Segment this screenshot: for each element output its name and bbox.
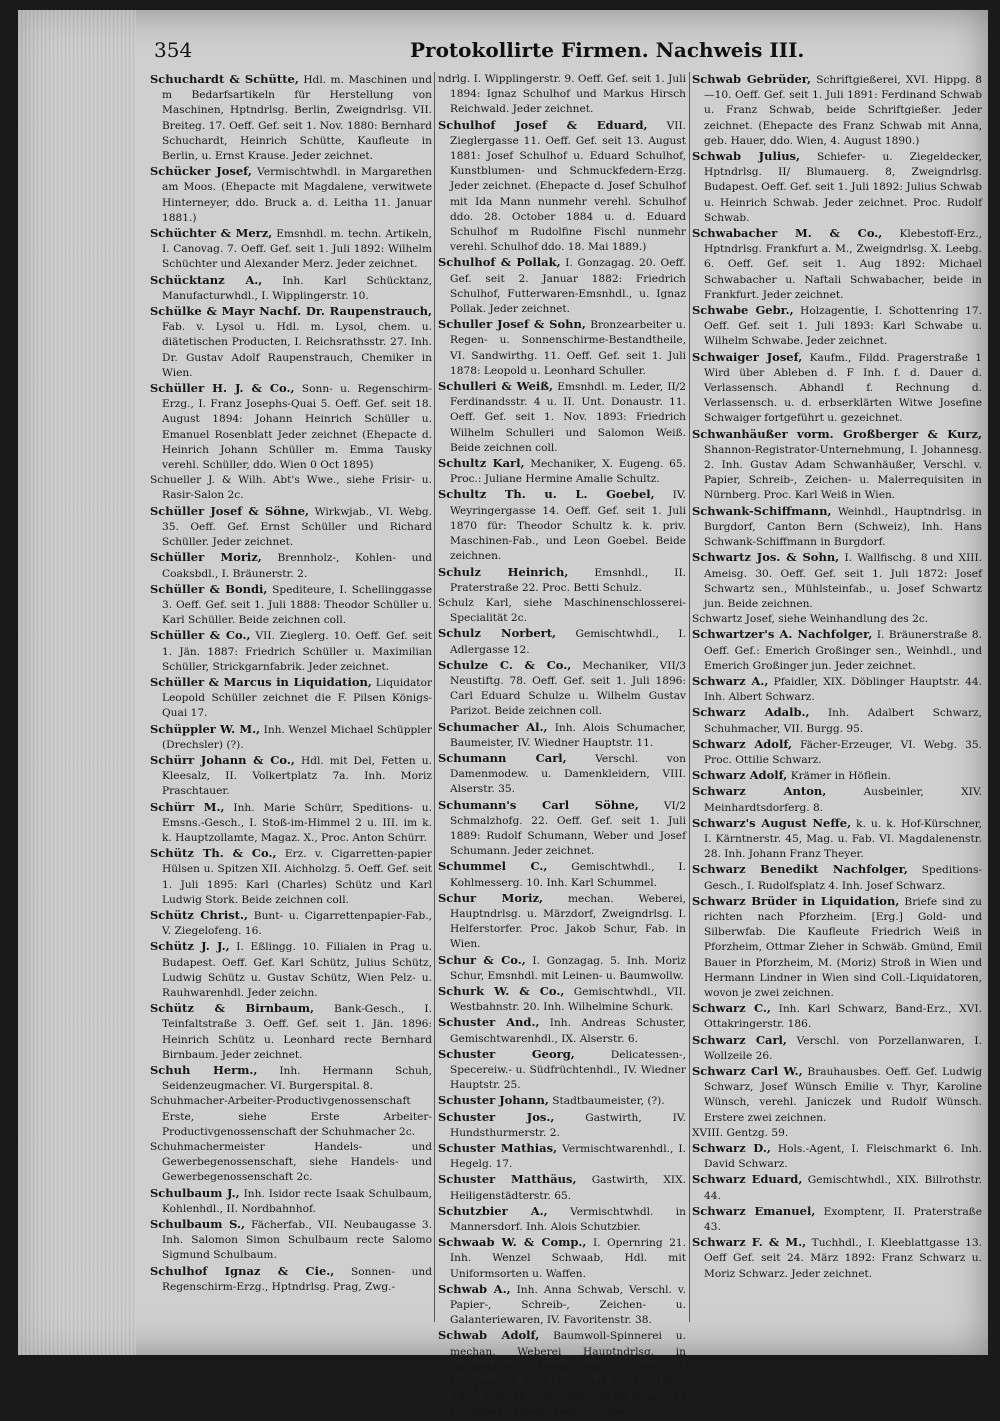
firm-details: Gemischtwhdl., I. Kohlmesserg. 10. Inh. Karl Schummel. <box>450 861 686 889</box>
firm-details: I. Opernring 21. Inh. Wenzel Schwaab, Hdl. mit Uniformsorten u. Waffen. <box>450 1237 686 1280</box>
firm-name: Schwab A., <box>438 1281 511 1296</box>
directory-entry <box>150 273 432 304</box>
firm-details: VI/2 Schmalzhofg. 22. Oeff. Gef. seit 1. Juli 1889: Rudolf Schumann, Weber und Josef Schumann. Jeder zeichnet. <box>450 799 686 858</box>
column-divider <box>434 72 435 1322</box>
directory-entry <box>692 1172 982 1203</box>
firm-details: Inh. Karl Schwarz, Band-Erz., XVI. Ottakringerstr. 186. <box>704 1003 983 1031</box>
directory-entry <box>438 658 686 720</box>
directory-entry <box>150 1186 432 1217</box>
firm-details: Brauhausbes. Oeff. Gef. Ludwig Schwarz, Josef Wünsch Emilie v. Thyr, Karoline Wünsch, verehl. Janiczek und Rudolf Wünsch. Erstere zwei zeichnen. <box>704 1066 983 1124</box>
firm-details: Schwartz Josef, siehe Weinhandlung des 2c. <box>692 613 929 626</box>
firm-name: Schulhof Ignaz & Cie., <box>150 1263 335 1278</box>
firm-name: Schwab Adolf, <box>438 1328 540 1343</box>
firm-name: Schulz Norbert, <box>438 626 557 641</box>
firm-name: Schuh Herm., <box>150 1063 258 1077</box>
firm-name: Schütz & Birnbaum, <box>150 1001 315 1016</box>
firm-details: Vermischtwhdl. in Mannersdorf. Inh. Alois Schutzbier. <box>450 1205 687 1234</box>
firm-name: Schultz Th. u. L. Goebel, <box>438 487 655 502</box>
firm-details: Inh. Adalbert Schwarz, Schuhmacher, VII. Burgg. 95. <box>704 707 982 735</box>
firm-details: Vermischtwhdl. in Margarethen am Moos. (Ehepacte mit Magdalene, verwitwete Hinterneyer, ddo. Bruck a. d. Leitha 11. Januar 1881.) <box>162 166 433 224</box>
firm-name: Schwarz Brüder in Liquidation, <box>692 893 900 908</box>
directory-entry <box>150 939 432 1001</box>
firm-details: Emsnhdl. m. Leder, II/2 Ferdinandsstr. 4 u. II. Unt. Donaustr. 11. Oeff. Gef. seit 1. Nov. 1893: Friedrich Wilhelm Schulleri und Salomon Weiß. Beide zeichnen coll. <box>450 381 686 454</box>
firm-name: Schülke & Mayr Nachf. Dr. Raupenstrauch, <box>150 304 432 319</box>
firm-name: Schwab Gebrüder, <box>692 72 812 86</box>
directory-entry <box>150 722 432 753</box>
directory-entry <box>438 953 686 984</box>
directory-entry <box>692 1001 982 1032</box>
column-3 <box>692 72 982 1322</box>
firm-details: Inh. Hermann Schuh, Seidenzeugmacher. VI. Burgerspital. 8. <box>162 1065 432 1093</box>
firm-details: Briefe sind zu richten nach Pforzheim. [Erg.] Gold- und Silberwfab. Die Kaufleute Friedrich Weiß in Pforzheim, Ottmar Zieher in Schwäb. Gmünd, Emil Bauer in Pforzheim, M. (Moriz) Stroß in Wien und Hermann Lindner in Wien sind Coll.-Liquidatoren, wovon je zwei zeichnen. <box>704 895 983 999</box>
firm-details: Ausbeinler, XIV. Meinhardtsdorferg. 8. <box>704 786 982 814</box>
directory-entry <box>692 303 982 350</box>
firm-name: Schuster Georg, <box>438 1046 575 1061</box>
firm-details: XVIII. Gentzg. 59. <box>692 1126 789 1139</box>
directory-entry <box>692 226 982 303</box>
directory-entry <box>692 862 982 893</box>
firm-name: Schulhof & Pollak, <box>438 255 561 270</box>
directory-entry <box>438 118 686 256</box>
page-number: 354 <box>154 38 193 62</box>
directory-entry <box>438 456 686 487</box>
firm-name: Schüchter & Merz, <box>150 226 273 241</box>
directory-entry <box>150 1264 432 1295</box>
directory-entry <box>150 908 432 939</box>
firm-name: Schwanhäußer vorm. Großberger & Kurz, <box>692 426 982 441</box>
directory-entry <box>438 1282 686 1329</box>
firm-details: Schriftgießerei, XVI. Hippg. 8—10. Oeff. Gef. seit 1. Juli 1891: Ferdinand Schwab u. Franz Schwab, beide Schriftgießer. Jeder zeichnet. (Ehepacte des Franz Schwab mit Anna, geb. Hauer, ddo. Wien, 4. August 1890.) <box>704 74 982 147</box>
firm-details: VII. Zieglergasse 11. Oeff. Gef. seit 13. August 1881: Josef Schulhof u. Eduard Schulhof, Kunstblumen- und Schmuckfedern-Erzg. Jeder zeichnet. (Ehepacte d. Josef Schulhof mit Ida Mann nunmehr verehl. Schulhof ddo. 28. October 1884 u. d. Eduard Schulhof m Rudolfine Fischl nunmehr verehl. Schulhof ddo. 18. Mai 1889.) <box>450 119 686 254</box>
firm-details: Bunt- u. Cigarrettenpapier-Fab., V. Ziegelofeng. 16. <box>162 909 432 938</box>
directory-entry <box>150 582 432 629</box>
firm-name: Schuster Mathias, <box>438 1141 558 1156</box>
directory-entry <box>150 164 432 226</box>
directory-entry <box>692 427 982 504</box>
directory-entry <box>692 1141 982 1172</box>
firm-name: Schuller Josef & Sohn, <box>438 317 586 332</box>
book-spine-edge <box>18 10 136 1355</box>
firm-name: Schüller Josef & Söhne, <box>150 503 310 518</box>
directory-entry <box>692 149 982 226</box>
firm-name: Schutzbier A., <box>438 1203 548 1218</box>
directory-entry <box>692 550 982 612</box>
firm-name: Schüller H. J. & Co., <box>150 381 295 396</box>
directory-entry <box>438 565 686 596</box>
directory-entry <box>438 626 686 657</box>
directory-entry <box>150 675 432 722</box>
firm-name: Schwarz Anton, <box>692 784 827 799</box>
firm-details: Bank-Gesch., I. Teinfaltstraße 3. Oeff. Gef. seit 1. Jän. 1896: Heinrich Schütz u. Leonhard recte Bernhard Birnbaum. Jeder zeichnet. <box>162 1003 432 1061</box>
firm-details: Wirkwjab., VI. Webg. 35. Oeff. Gef. Ernst Schüller und Richard Schüller. Jeder zeichnet. <box>162 505 433 549</box>
firm-name: Schütz Th. & Co., <box>150 846 277 861</box>
directory-entry <box>150 1140 432 1186</box>
page-title: Protokollirte Firmen. Nachweis III. <box>410 38 805 62</box>
directory-entry <box>150 1094 432 1140</box>
directory-entry <box>150 381 432 473</box>
firm-details: Holzagentie, I. Schottenring 17. Oeff. Gef. seit 1. Juli 1893: Karl Schwabe u. Wilhelm Schwabe. Jeder zeichnet. <box>704 305 982 348</box>
firm-name: Schulze C. & Co., <box>438 657 572 672</box>
firm-details: Klebestoff-Erz., Hptndrlsg. Frankfurt a. M., Zweigndrlsg. X. Leebg. 6. Oeff. Gef. seit 1. Aug 1892: Michael Schwabacher u. Naftali Schwabacher, beide in Frankfurt. Jeder zeichnet. <box>704 228 982 301</box>
directory-entry <box>692 1204 982 1235</box>
directory-entry <box>438 255 686 317</box>
firm-details: Bronzearbeiter u. Regen- u. Sonnenschirme-Bestandtheile, VI. Sandwirthg. 11. Oeff. Gef. seit 1. Juli 1878: Leopold u. Leonhard Schuller. <box>450 319 687 377</box>
directory-entry <box>438 1141 686 1172</box>
directory-entry <box>150 304 432 381</box>
firm-name: Schwarz F. & M., <box>692 1235 807 1250</box>
firm-details: Gastwirth, IV. Hundsthurmerstr. 2. <box>450 1111 686 1139</box>
firm-name: Schwarz Eduard, <box>692 1172 803 1187</box>
directory-entry <box>692 768 982 784</box>
firm-details: Erz. v. Cigarretten-papier Hülsen u. Spitzen XII. Aichholzg. 5. Oeff. Gef. seit 1. Juli 1895: Karl (Charles) Schütz und Karl Ludwig Stork. Beide zeichnen coll. <box>162 848 432 906</box>
firm-details: Gemischtwhdl., VII. Westbahnstr. 20. Inh. Wilhelmine Schurk. <box>450 985 686 1014</box>
firm-name: Schwarz C., <box>692 1001 771 1016</box>
directory-entry <box>438 1328 686 1420</box>
directory-entry <box>692 784 982 815</box>
firm-name: Schwabe Gebr., <box>692 303 794 318</box>
firm-name: Schummel C., <box>438 859 548 874</box>
directory-entry <box>692 1064 982 1126</box>
firm-name: Schwartz Jos. & Sohn, <box>692 550 840 565</box>
firm-details: Delicatessen-, Specereiw.- u. Südfrüchtenhdl., IV. Wiedner Hauptstr. 25. <box>450 1048 686 1092</box>
firm-name: Schuchardt & Schütte, <box>150 72 299 86</box>
firm-name: Schüller & Co., <box>150 628 251 643</box>
directory-entry <box>150 846 432 908</box>
firm-name: Schütz J. J., <box>150 939 230 954</box>
firm-name: Schulhof Josef & Eduard, <box>438 117 648 132</box>
firm-details: Spediteure, I. Schellinggasse 3. Oeff. Gef. seit 1. Juli 1888: Theodor Schüller u. Karl Schüller. Beide zeichnen coll. <box>162 583 432 627</box>
firm-name: Schwarz Adolf, <box>692 736 793 751</box>
directory-entry <box>150 1217 432 1264</box>
directory-entry <box>438 487 686 564</box>
firm-details: Tuchhdl., I. Kleeblattgasse 13. Oeff Gef. seit 24. März 1892: Franz Schwarz u. Moriz Schwarz. Jeder zeichnet. <box>704 1237 982 1280</box>
firm-name: Schücker Josef, <box>150 164 252 179</box>
directory-entry <box>438 317 686 379</box>
directory-entry <box>438 1172 686 1203</box>
firm-name: Schwarz Adalb., <box>692 705 810 720</box>
firm-details: I. Eßlingg. 10. Filialen in Prag u. Budapest. Oeff. Gef. Karl Schütz, Julius Schütz, Ludwig Schütz u. Gustav Schütz, Wien Pelz- u. Rauhwarenhdl. Jeder zeichn. <box>162 941 432 999</box>
firm-details: Speditions-Gesch., I. Rudolfsplatz 4. Inh. Josef Schwarz. <box>704 864 982 892</box>
directory-entry <box>150 1063 432 1094</box>
firm-name: Schüller & Bondi, <box>150 581 268 596</box>
column-1 <box>150 72 432 1322</box>
directory-entry <box>150 504 432 551</box>
directory-entry <box>438 751 686 798</box>
directory-entry <box>692 350 982 427</box>
directory-entry <box>438 72 686 118</box>
firm-details: I. Gonzagag. 5. Inh. Moriz Schur, Emsnhdl. mit Leinen- u. Baumwollw. <box>450 954 686 982</box>
firm-details: Verschl. von Damenmodew. u. Damenkleidern, VIII. Alserstr. 35. <box>450 752 686 796</box>
firm-details: Sonnen- und Regenschirm-Erzg., Hptndrlsg. Prag, Zwg.- <box>162 1265 432 1293</box>
directory-entry <box>692 612 982 627</box>
firm-details: IV. Weyringergasse 14. Oeff. Gef. seit 1. Juli 1870 für: Theodor Schultz k. k. priv. Maschinen-Fab., und Leon Goebel. Beide zeichnen. <box>450 489 687 563</box>
firm-details: Hdl. m. Maschinen und m Bedarfsartikeln für Herstellung von Maschinen, Hptndrlsg. Berlin, Zweigndrlsg. VII. Breiteg. 17. Oeff. Gef. seit 1. Nov. 1880: Bernhard Schuchardt, Heinrich Schütte, Kaufleute in Berlin, u. Ernst Krause. Jeder zeichnet. <box>162 74 432 163</box>
firm-name: Schürr M., <box>150 799 225 814</box>
directory-entry <box>692 72 982 149</box>
firm-name: Schwaiger Josef, <box>692 349 803 364</box>
firm-name: Schücktanz A., <box>150 272 263 287</box>
directory-entry <box>692 705 982 736</box>
firm-name: Schumann Carl, <box>438 750 567 765</box>
firm-details: I. Wallfischg. 8 und XIII. Ameisg. 30. Oeff. Gef. seit 1. Juli 1872: Josef Schwartz sen., Mühlsteinfab., u. Josef Schwartz jun. Beide zeichnen. <box>704 552 983 610</box>
directory-entry <box>150 72 432 164</box>
firm-details: Verschl. von Porzellanwaren, I. Wollzeile 26. <box>704 1034 982 1062</box>
firm-details: Schuhmacher-Arbeiter-Productivgenossenschaft Erste, siehe Erste Arbeiter-Productivgenossenschaft der Schuhmacher 2c. <box>150 1095 432 1138</box>
firm-details: Fächerfab., VII. Neubaugasse 3. Inh. Salomon Simon Schulbaum recte Salomo Sigmund Schulbaum. <box>162 1219 432 1262</box>
firm-name: Schur Moriz, <box>438 890 544 905</box>
directory-entry <box>438 1110 686 1141</box>
firm-details: Schueller J. & Wilh. Abt's Wwe., siehe Frisir- u. Rasir-Salon 2c. <box>150 474 432 502</box>
firm-name: Schwarz A., <box>692 673 769 688</box>
firm-name: Schwarz Emanuel, <box>692 1203 816 1218</box>
firm-name: Schur & Co., <box>438 952 526 967</box>
column-divider <box>689 72 690 1322</box>
directory-entry <box>692 1235 982 1282</box>
firm-details: Pfaidler, XIX. Döblinger Hauptstr. 44. Inh. Albert Schwarz. <box>704 675 983 704</box>
firm-name: Schuster Jos., <box>438 1109 555 1124</box>
directory-entry <box>692 894 982 1001</box>
directory-entry <box>692 737 982 768</box>
directory-entry <box>150 550 432 581</box>
firm-name: Schulz Heinrich, <box>438 564 569 579</box>
column-2 <box>438 72 687 1419</box>
firm-details: Inh. Marie Schürr, Speditions- u. Emsns.-Gesch., I. Stoß-im-Himmel 2 u. III. im k. k. Hauptzollamte, Magaz. X., Proc. Anton Schürr. <box>162 801 432 844</box>
firm-name: Schwarz's August Neffe, <box>692 815 852 830</box>
firm-details: Kaufm., Fildd. Pragerstraße 1 Wird über Ableben d. F Inh. f. d. Dauer d. Verlassensch. Abhandl f. Rechnung d. Verlassensch. u. d. erbserklärten Witwe Josefine Schwaiger fortgeführt u. gezeichnet. <box>704 351 982 425</box>
firm-name: Schurk W. & Co., <box>438 983 565 998</box>
firm-name: Schütz Christ., <box>150 907 249 922</box>
firm-name: Schwartzer's A. Nachfolger, <box>692 627 873 642</box>
firm-name: Schwarz Adolf, <box>692 768 788 783</box>
firm-details: Gemischtwhdl., I. Adlergasse 12. <box>450 628 686 656</box>
firm-name: Schwank-Schiffmann, <box>692 503 832 518</box>
firm-name: Schwaab W. & Comp., <box>438 1235 587 1250</box>
firm-name: Schuster Matthäus, <box>438 1172 577 1187</box>
firm-name: Schwab Julius, <box>692 149 801 164</box>
directory-entry <box>438 1204 686 1235</box>
firm-name: Schumacher Al., <box>438 719 548 734</box>
firm-name: Schultz Karl, <box>438 456 525 471</box>
directory-entry <box>438 720 686 751</box>
firm-details: Emsnhdl. m. techn. Artikeln, I. Canovag. 7. Oeff. Gef. seit 1. Juli 1892: Wilhelm Schüchter und Alexander Merz. Jeder zeichnet. <box>162 228 432 271</box>
directory-entry <box>438 984 686 1015</box>
firm-name: Schuster Johann, <box>438 1093 549 1108</box>
page-header <box>150 30 980 70</box>
directory-entry <box>438 379 686 456</box>
directory-entry <box>150 473 432 503</box>
directory-entry <box>692 504 982 551</box>
directory-entry <box>692 1033 982 1064</box>
firm-details: I. Gonzagag. 20. Oeff. Gef. seit 2. Januar 1882: Friedrich Schulhof, Futterwaren-Emsnhdl., u. Ignaz Pollak. Jeder zeichnet. <box>450 257 686 316</box>
firm-details: Brennholz-, Kohlen- und Coaksbdl., I. Bräunerstr. 2. <box>162 552 433 580</box>
firm-name: Schwabacher M. & Co., <box>692 226 883 241</box>
firm-details: Schulz Karl, siehe Maschinenschlosserei-Specialität 2c. <box>438 596 686 625</box>
firm-details: Inh. Anna Schwab, Verschl. v. Papier-, Schreib-, Zeichen- u. Galanteriewaren, IV. Favoritenstr. 38. <box>450 1283 686 1327</box>
firm-details: Inh. Wenzel Michael Schüppler (Drechsler) (?). <box>162 723 432 751</box>
firm-details: ndrlg. I. Wipplingerstr. 9. Oeff. Gef. seit 1. Juli 1894: Ignaz Schulhof und Markus Hirsch Reichwald. Jeder zeichnet. <box>438 73 686 116</box>
firm-details: VII. Zieglerg. 10. Oeff. Gef. seit 1. Jän. 1887: Friedrich Schüller u. Maximilian Schüller, Strickgarnfabrik. Jeder zeichnet. <box>162 630 432 673</box>
directory-entry <box>438 1235 686 1282</box>
directory-entry <box>438 798 686 860</box>
firm-name: Schüppler W. M., <box>150 721 261 736</box>
firm-details: Mechaniker, X. Eugeng. 65. Proc.: Juliane Hermine Amalie Schultz. <box>450 458 687 486</box>
firm-name: Schumann's Carl Söhne, <box>438 797 639 812</box>
firm-details: Shannon-Registrator-Unternehmung, I. Johannesg. 2. Inh. Gustav Adam Schwanhäußer, Verschl. v. Papier, Schreib-, Zeichen- u. Malerrequisiten in Nürnberg. Proc. Karl Weiß in Wien. <box>704 443 982 502</box>
firm-name: Schüller Moriz, <box>150 550 262 565</box>
firm-details: Fächer-Erzeuger, VI. Webg. 35. Proc. Ottilie Schwarz. <box>704 738 982 766</box>
firm-details: Inh. Karl Schücktanz, Manufacturwhdl., I. Wipplingerstr. 10. <box>162 274 432 302</box>
directory-entry <box>438 1093 686 1109</box>
firm-details: Emsnhdl., II. Praterstraße 22. Proc. Betti Schulz. <box>450 566 686 594</box>
firm-name: Schwarz Carl W., <box>692 1064 803 1078</box>
directory-entry <box>150 226 432 273</box>
directory-entry <box>150 800 432 847</box>
firm-details: Schiefer- u. Ziegeldecker, Hptndrlsg. II/ Blumauerg. 8, Zweigndrlsg. Budapest. Oeff. Gef. seit 1. Juli 1892: Julius Schwab u. Heinrich Schwab. Jeder zeichnet. Proc. Rudolf Schwab. <box>704 151 982 224</box>
firm-details: Krämer in Höflein. <box>790 770 891 783</box>
firm-details: Inh. Alois Schumacher, Baumeister, IV. Wiedner Hauptstr. 11. <box>450 721 686 749</box>
directory-entry <box>438 1015 686 1046</box>
directory-entry <box>692 674 982 705</box>
firm-name: Schüller & Marcus in Liquidation, <box>150 674 372 689</box>
firm-details: k. u. k. Hof-Kürschner, I. Kärntnerstr. 45, Mag. u. Fab. VI. Magdalenenstr. 28. Inh. Johann Franz Theyer. <box>704 817 982 861</box>
firm-name: Schwarz D., <box>692 1141 771 1156</box>
directory-entry <box>438 1047 686 1094</box>
firm-name: Schulbaum S., <box>150 1217 246 1232</box>
firm-details: Exomptenr, II. Praterstraße 43. <box>704 1205 982 1234</box>
firm-details: Hdl. mit Del, Fetten u. Kleesalz, II. Volkertplatz 7a. Inh. Moriz Praschtauer. <box>162 754 432 798</box>
firm-details: mechan. Weberei, Hauptndrlsg. u. Märzdorf, Zweigndrlsg. I. Helferstorfer. Proc. Jakob Schur, Fab. in Wien. <box>450 892 686 951</box>
firm-details: Baumwoll-Spinnerei u. mechan. Weberei Hauptndrlsg. in Rachendorf, Zweigndrlsg. Wien. I. Heßgasse 1. Oeff. Gef. seit 1. Jän. 1886: Adolf Schwab, Felix Schwab in Wien und Dr. Albert Schwab. Jeder zeichnet. <box>450 1330 686 1419</box>
directory-entry <box>438 859 686 890</box>
firm-details: I. Bräunerstraße 8. Oeff. Gef.: Emerich Großinger sen., Weinhdl., und Emerich Großinger jun. Jeder zeichnet. <box>704 629 982 672</box>
directory-entry <box>150 1001 432 1063</box>
firm-details: Hols.-Agent, I. Fleischmarkt 6. Inh. David Schwarz. <box>704 1143 982 1171</box>
directory-entry <box>692 627 982 674</box>
directory-entry <box>438 891 686 953</box>
firm-details: Inh. Isidor recte Isaak Schulbaum, Kohlenhdl., II. Nordbahnhof. <box>162 1187 433 1215</box>
firm-details: Liquidator Leopold Schüller zeichnet die F. Pilsen Königs-Quai 17. <box>162 676 433 720</box>
firm-details: Fab. v. Lysol u. Hdl. m. Lysol, chem. u. diätetischen Producten, I. Reichsrathsstr. 27. Inh. Dr. Gustav Adolf Raupenstrauch, Chemiker in Wien. <box>162 321 432 379</box>
firm-details: Schuhmachermeister Handels- und Gewerbegenossenschaft, siehe Handels- und Gewerbegenossenschaft 2c. <box>150 1141 432 1184</box>
firm-name: Schulbaum J., <box>150 1185 240 1200</box>
firm-details: Inh. Andreas Schuster, Gemischtwarenhdl., IX. Alserstr. 6. <box>450 1017 686 1045</box>
firm-name: Schulleri & Weiß, <box>438 379 554 394</box>
firm-name: Schwarz Carl, <box>692 1032 787 1047</box>
directory-entry <box>692 816 982 863</box>
directory-entry <box>438 596 686 626</box>
firm-details: Stadtbaumeister, (?). <box>552 1095 665 1108</box>
directory-entry <box>692 1126 982 1141</box>
firm-details: Gastwirth, XIX. Heiligenstädterstr. 65. <box>450 1174 687 1202</box>
firm-details: Weinhdl., Hauptndrlsg. in Burgdorf, Canton Bern (Schweiz), Inh. Hans Schwank-Schiffmann in Burgdorf. <box>704 505 982 549</box>
firm-name: Schürr Johann & Co., <box>150 752 295 767</box>
firm-details: Mechaniker, VII/3 Neustiftg. 78. Oeff. Gef. seit 1. Juli 1896: Carl Eduard Schulze u. Wilhelm Gustav Parizot. Beide zeichnen coll. <box>450 659 686 718</box>
firm-details: Sonn- u. Regenschirm-Erzg., I. Franz Josephs-Quai 5. Oeff. Gef. seit 18. August 1894: Johann Heinrich Schüller u. Emanuel Rosenblatt Jeder zeichnet (Ehepacte d. Heinrich Johann Schüller m. Emma Tausky verehl. Schüller, ddo. Wien 0 Oct 1895) <box>162 383 432 472</box>
firm-name: Schwarz Benedikt Nachfolger, <box>692 862 908 877</box>
directory-entry <box>150 628 432 675</box>
firm-name: Schuster And., <box>438 1015 540 1030</box>
firm-details: Vermischtwarenhdl., I. Hegelg. 17. <box>450 1143 686 1171</box>
directory-entry <box>150 753 432 800</box>
firm-details: Gemischtwhdl., XIX. Billrothstr. 44. <box>704 1174 982 1202</box>
